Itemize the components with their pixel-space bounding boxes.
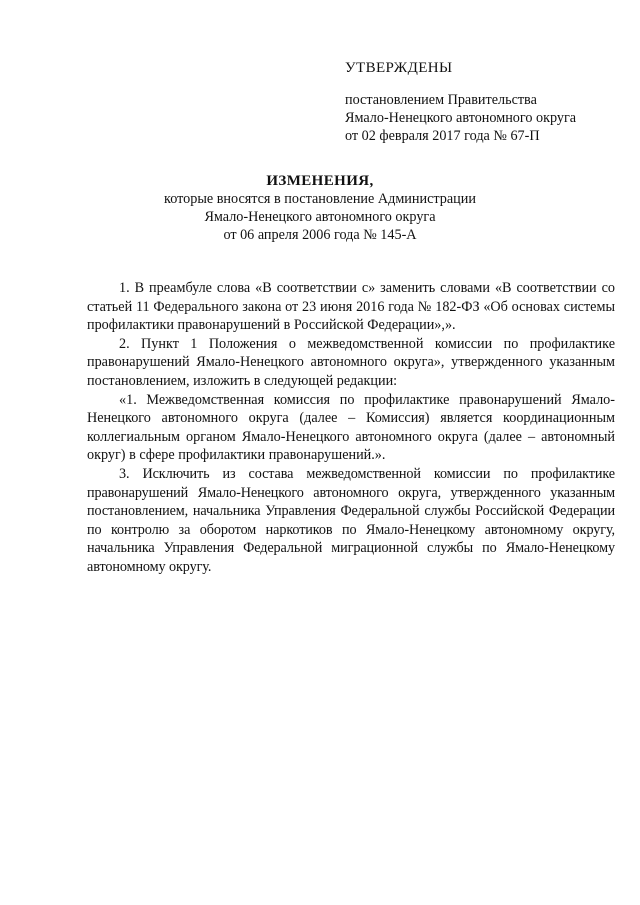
heading-subtitle-line-3: от 06 апреля 2006 года № 145-А [223,227,417,243]
heading-subtitle-line-1: которые вносятся в постановление Администрации [164,191,476,207]
approval-line-date: от 02 февраля 2017 года № 67-П [345,128,540,144]
approval-line-region: Ямало-Ненецкого автономного округа [345,110,577,126]
approval-title: УТВЕРЖДЕНЫ [345,60,453,76]
paragraph-item-2: 2. Пункт 1 Положения о межведомственной комиссии по профилактике правонарушений Ямало-Ненецкого автономного округа», утвержденного указанным постановлением, изложить в следующей редакции: [87,335,615,389]
approval-line-decree: постановлением Правительства [345,92,537,108]
heading-title: ИЗМЕНЕНИЯ, [266,173,374,189]
paragraph-item-3: 3. Исключить из состава межведомственной комиссии по профилактике правонарушений Ямало-Ненецкого автономного округа, утвержденного указанным постановлением, начальника Управления Федеральной службы Российской Федерации по контролю за оборотом наркотиков по Ямало-Ненецкому автономному округу, начальника Управления Федеральной миграционной службы по Ямало-Ненецкому автономному округу. [87,465,615,575]
approval-block [345,60,615,145]
heading-subtitle-line-2: Ямало-Ненецкого автономного округа [204,209,436,225]
paragraph-item-1: 1. В преамбуле слова «В соответствии с» заменить словами «В соответствии со статьей 11 Федерального закона от 23 июня 2016 года № 182-ФЗ «Об основах системы профилактики правонарушений в Российской Федерации»,». [87,280,615,334]
paragraph-quoted-text: «1. Межведомственная комиссия по профилактике правонарушений Ямало-Ненецкого автономного округа (далее – Комиссия) является координационным коллегиальным органом Ямало-Ненецкого автономного округа (далее – автономный округ) в сфере профилактики правонарушений.». [87,391,615,464]
document-body [87,279,615,577]
document-heading [120,172,520,244]
